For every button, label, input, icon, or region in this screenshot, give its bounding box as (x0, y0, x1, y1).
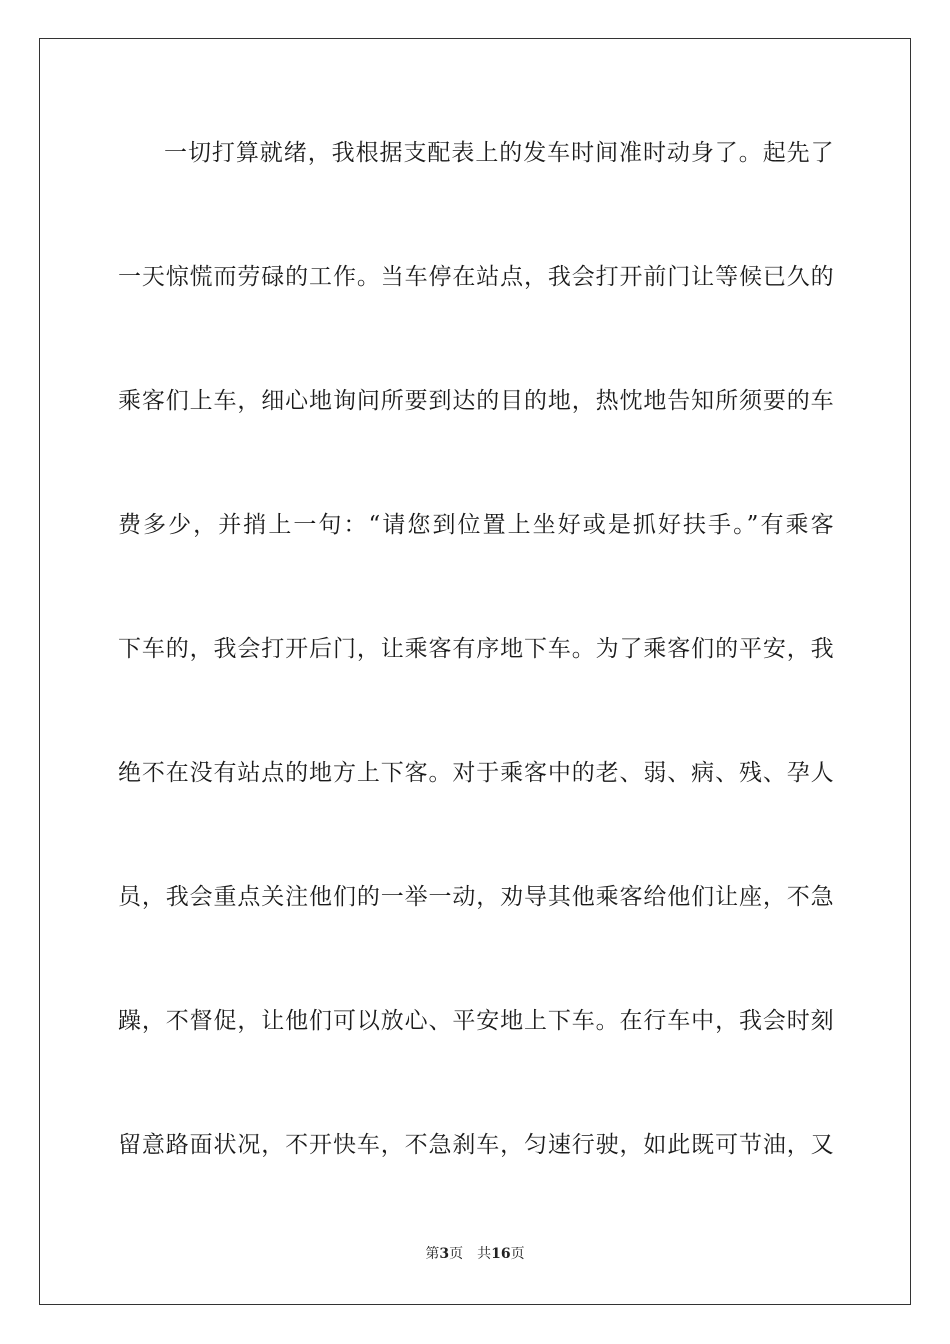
page-label-prefix: 第 (425, 1246, 440, 1262)
text-line: 费多少，并捎上一句：“请您到位置上坐好或是抓好扶手。”有乘客 (118, 512, 834, 538)
page-label-suffix: 页 (449, 1246, 464, 1262)
text-line: 一切打算就绪，我根据支配表上的发车时间准时动身了。起先了 (164, 140, 834, 166)
page-number: 3 (439, 1246, 450, 1262)
text-line: 下车的，我会打开后门，让乘客有序地下车。为了乘客们的平安，我 (118, 636, 834, 662)
total-label-prefix: 共 (477, 1246, 492, 1262)
total-label-suffix: 页 (510, 1246, 525, 1262)
total-pages: 16 (491, 1246, 511, 1262)
text-line: 乘客们上车，细心地询问所要到达的目的地，热忱地告知所须要的车 (118, 388, 834, 414)
document-body (118, 122, 834, 1238)
text-line: 绝不在没有站点的地方上下客。对于乘客中的老、弱、病、残、孕人 (118, 760, 834, 786)
text-line: 一天惊慌而劳碌的工作。当车停在站点，我会打开前门让等候已久的 (118, 264, 834, 290)
page-footer (0, 1244, 950, 1264)
text-line: 躁，不督促，让他们可以放心、平安地上下车。在行车中，我会时刻 (118, 1008, 834, 1034)
text-line: 留意路面状况，不开快车，不急刹车，匀速行驶，如此既可节油，又 (118, 1132, 834, 1158)
text-line: 员，我会重点关注他们的一举一动，劝导其他乘客给他们让座，不急 (118, 884, 834, 910)
